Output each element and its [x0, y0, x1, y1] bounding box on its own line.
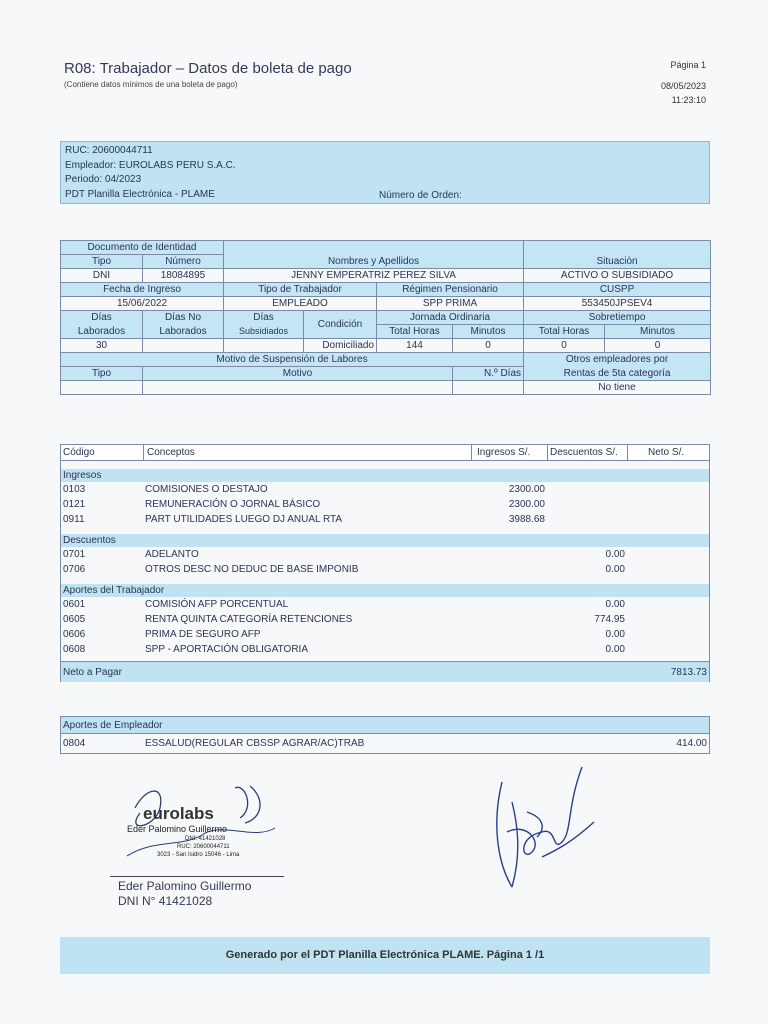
row-value: 414.00 [676, 738, 707, 749]
row-deduction: 0.00 [605, 644, 625, 655]
row-code: 0121 [63, 499, 86, 510]
employer-info-box [60, 141, 710, 204]
row-code: 0706 [63, 564, 86, 575]
suspension-days-value [453, 381, 524, 395]
worker-signature [482, 762, 597, 892]
handwritten-signature-icon [482, 762, 597, 892]
ordinary-hours-header: Jornada Ordinaria [377, 311, 524, 325]
signer-name: Eder Palomino Guillermo [118, 879, 252, 893]
ordinary-minutes-value: 0 [453, 339, 524, 353]
table-row [61, 627, 709, 642]
row-code: 0608 [63, 644, 86, 655]
employer-contrib-table [60, 716, 710, 754]
company-stamp [105, 778, 290, 868]
doc-type-value: DNI [61, 269, 143, 283]
page-number: Página 1 [670, 60, 706, 70]
condition-header: Condición [304, 311, 377, 339]
header-divider [143, 445, 144, 461]
row-desc: PRIMA DE SEGURO AFP [145, 629, 261, 640]
table-row [61, 612, 709, 627]
days-worked-header-2: Laborados [61, 325, 143, 339]
suspension-reason-value [143, 381, 453, 395]
situation-value: ACTIVO O SUBSIDIADO [524, 269, 711, 283]
situation-header: Situaciòn [524, 241, 711, 269]
stamp-dni: DNI: 41421028 [185, 836, 226, 842]
net-pay-row [61, 661, 709, 682]
table-row [61, 497, 709, 512]
row-code: 0804 [63, 738, 86, 749]
pension-value: SPP PRIMA [377, 297, 524, 311]
row-desc: COMISIONES O DESTAJO [145, 484, 268, 495]
row-desc: RENTA QUINTA CATEGORÍA RETENCIONES [145, 614, 353, 625]
suspension-header: Motivo de Suspensión de Labores [61, 353, 524, 367]
names-header: Nombres y Apellidos [224, 241, 524, 269]
table-row [61, 642, 709, 657]
row-code: 0911 [63, 514, 85, 525]
net-pay-label: Neto a Pagar [63, 667, 122, 678]
net-header: Neto S/. [648, 447, 685, 458]
overtime-minutes-value: 0 [605, 339, 711, 353]
page-title: R08: Trabajador – Datos de boleta de pago [64, 60, 352, 77]
doc-type-header: Tipo [61, 255, 143, 269]
stamp-address: 3023 - San Isidro 15046 - Lima [157, 852, 240, 858]
worker-type-header: Tipo de Trabajador [224, 283, 377, 297]
header-divider [627, 445, 628, 461]
table-row [61, 597, 709, 612]
overtime-total-hours-header: Total Horas [524, 325, 605, 339]
row-desc: SPP - APORTACIÓN OBLIGATORIA [145, 644, 309, 655]
pension-header: Régimen Pensionario [377, 283, 524, 297]
signer-info [118, 879, 251, 909]
row-deduction: 0.00 [605, 549, 625, 560]
print-date: 08/05/2023 [660, 81, 706, 91]
row-desc: ESSALUD(REGULAR CBSSP AGRAR/AC)TRAB [145, 738, 365, 749]
row-income: 3988.68 [508, 514, 545, 525]
concepts-table [60, 444, 710, 682]
row-deduction: 774.95 [594, 614, 625, 625]
employer-period: Periodo: 04/2023 [65, 174, 142, 185]
suspension-type-value [61, 381, 143, 395]
row-deduction: 0.00 [605, 564, 625, 575]
overtime-hours-value: 0 [524, 339, 605, 353]
print-time: 11:23:10 [671, 95, 706, 105]
concepts-header-row [61, 445, 709, 461]
table-row [61, 482, 709, 497]
names-value: JENNY EMPERATRIZ PEREZ SILVA [224, 269, 524, 283]
suspension-days-header: N.º Días [453, 367, 524, 381]
overtime-header: Sobretiempo [524, 311, 711, 325]
days-subsidized-header-2: Subsidiados [224, 325, 304, 339]
suspension-type-header: Tipo [61, 367, 143, 381]
row-desc: REMUNERACIÓN O JORNAL BÁSICO [145, 499, 321, 510]
stamp-brand: eurolabs [143, 804, 214, 823]
employer-contrib-header: Aportes de Empleador [61, 717, 709, 734]
cuspp-value: 553450JPSEV4 [524, 297, 711, 311]
header-divider [547, 445, 548, 461]
employer-pdt: PDT Planilla Electrónica - PLAME [65, 188, 215, 200]
days-not-worked-header-2: Laborados [143, 325, 224, 339]
code-header: Código [63, 447, 95, 458]
other-employers-header-2: Rentas de 5ta categoría [524, 367, 711, 381]
days-subsidized-value [224, 339, 304, 353]
other-employers-value: No tiene [524, 381, 711, 395]
income-header: Ingresos S/. [477, 447, 531, 458]
section-income: Ingresos [61, 469, 709, 482]
row-code: 0601 [63, 599, 86, 610]
days-worked-header: Días [61, 311, 143, 325]
section-deductions: Descuentos [61, 534, 709, 547]
stamp-ruc: RUC: 20600044711 [177, 844, 230, 850]
other-employers-header: Otros empleadores por [524, 353, 711, 367]
days-not-worked-value [143, 339, 224, 353]
deductions-header: Descuentos S/. [550, 447, 618, 458]
row-income: 2300.00 [508, 484, 545, 495]
table-row [61, 562, 709, 577]
employer-name: Empleador: EUROLABS PERU S.A.C. [65, 159, 236, 171]
row-deduction: 0.00 [605, 629, 625, 640]
ordinary-total-hours-header: Total Horas [377, 325, 453, 339]
row-income: 2300.00 [508, 499, 545, 510]
row-desc: PART UTILIDADES LUEGO DJ ANUAL RTA [145, 514, 343, 525]
net-pay-value: 7813.73 [670, 667, 707, 678]
start-date-value: 15/06/2022 [61, 297, 224, 311]
cuspp-header: CUSPP [524, 283, 711, 297]
page-subtitle: (Contiene datos mínimos de una boleta de pago) [64, 80, 238, 89]
days-not-worked-header: Días No [143, 311, 224, 325]
suspension-reason-header: Motivo [143, 367, 453, 381]
section-worker-contrib: Aportes del Trabajador [61, 584, 709, 597]
doc-number-value: 18084895 [143, 269, 224, 283]
days-subsidized-header: Días [224, 311, 304, 325]
employer-ruc: RUC: 20600044711 [65, 145, 153, 156]
row-desc: ADELANTO [145, 549, 199, 560]
doc-number-header: Número [143, 255, 224, 269]
row-deduction: 0.00 [605, 599, 625, 610]
ordinary-minutes-header: Minutos [453, 325, 524, 339]
worker-info-table [60, 240, 711, 395]
concepts-header: Conceptos [147, 447, 195, 458]
start-date-header: Fecha de Ingreso [61, 283, 224, 297]
table-row [61, 547, 709, 562]
table-row [61, 734, 709, 754]
ordinary-hours-value: 144 [377, 339, 453, 353]
row-desc: COMISIÓN AFP PORCENTUAL [145, 599, 289, 610]
row-code: 0606 [63, 629, 86, 640]
row-code: 0701 [63, 549, 86, 560]
header-divider [471, 445, 472, 461]
order-number-label: Número de Orden: [379, 190, 462, 201]
stamp-name: Eder Palomino Guillermo [127, 824, 228, 834]
doc-identity-header: Documento de Identidad [61, 241, 224, 255]
signer-dni: DNI N° 41421028 [118, 894, 213, 908]
worker-type-value: EMPLEADO [224, 297, 377, 311]
footer-banner: Generado por el PDT Planilla Electrónica PLAME. Página 1 /1 [60, 937, 710, 974]
overtime-minutes-header: Minutos [605, 325, 711, 339]
row-code: 0605 [63, 614, 86, 625]
signature-line [110, 876, 284, 877]
table-row [61, 512, 709, 527]
condition-value: Domiciliado [304, 339, 377, 353]
row-code: 0103 [63, 484, 86, 495]
row-desc: OTROS DESC NO DEDUC DE BASE IMPONIB [145, 564, 359, 575]
days-worked-value: 30 [61, 339, 143, 353]
